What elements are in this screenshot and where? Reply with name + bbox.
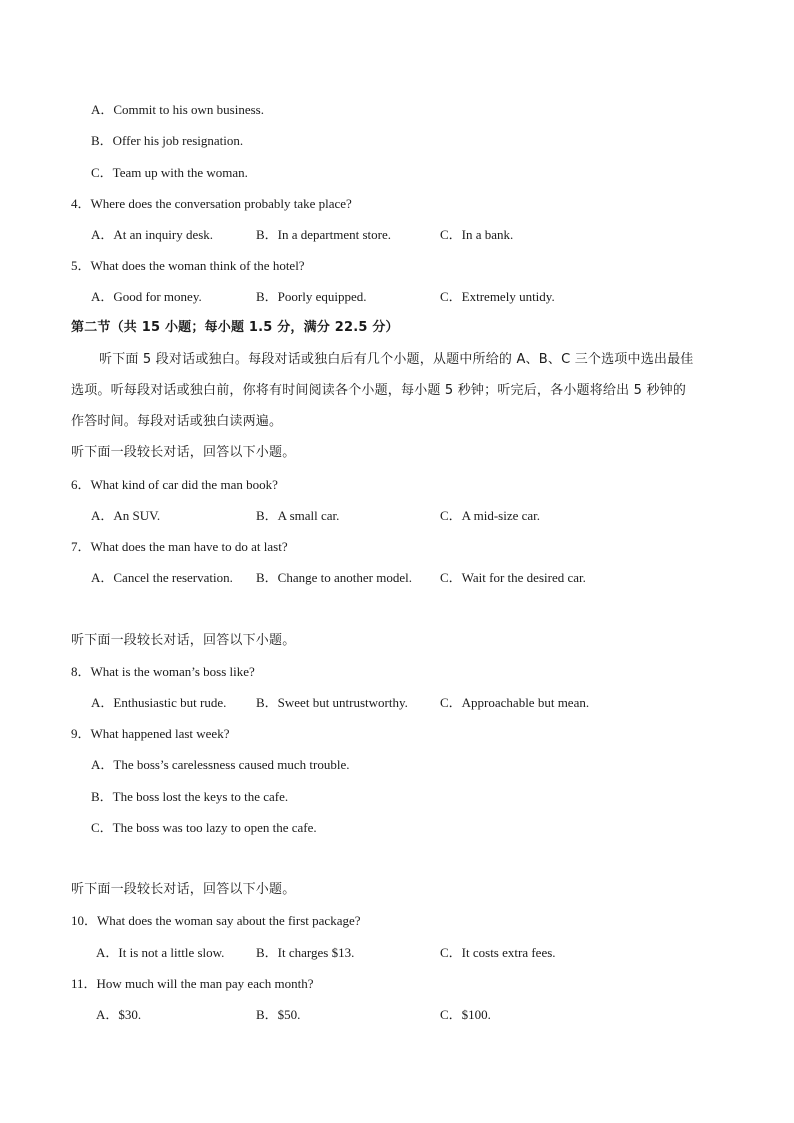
question-5: 5．What does the woman think of the hotel? [71,258,305,273]
q5-option-b: B．Poorly equipped. [256,289,367,304]
question-9: 9．What happened last week? [71,726,230,741]
question-10: 10．What does the woman say about the first package? [71,913,361,928]
q10-option-a: A．It is not a little slow. [96,945,225,960]
dialogue-intro-3: 听下面一段较长对话，回答以下小题。 [71,882,296,897]
option-c: C．Team up with the woman. [91,165,248,180]
question-6: 6．What kind of car did the man book? [71,477,278,492]
q6-option-c: C．A mid-size car. [440,508,541,523]
q11-option-b: B．$50. [256,1007,301,1022]
q7-option-b: B．Change to another model. [256,570,412,585]
q6-option-a: A．An SUV. [91,508,161,523]
q7-option-c: C．Wait for the desired car. [440,570,586,585]
q11-option-a: A．$30. [96,1007,142,1022]
question-4: 4．Where does the conversation probably take place? [71,196,352,211]
q8-option-b: B．Sweet but untrustworthy. [256,695,408,710]
option-b: B．Offer his job resignation. [91,133,244,148]
q9-option-c: C．The boss was too lazy to open the cafe. [91,820,317,835]
dialogue-intro-1: 听下面一段较长对话，回答以下小题。 [71,445,296,460]
q10-option-b: B．It charges $13. [256,945,355,960]
q4-option-b: B．In a department store. [256,227,392,242]
q7-option-a: A．Cancel the reservation. [91,570,233,585]
section-heading: 第二节（共 15 小题；每小题 1.5 分，满分 22.5 分） [71,320,399,335]
instructions-line-3: 作答时间。每段对话或独白读两遍。 [71,414,283,429]
q11-option-c: C．$100. [440,1007,491,1022]
dialogue-intro-2: 听下面一段较长对话，回答以下小题。 [71,633,296,648]
instructions-line-2: 选项。听每段对话或独白前，你将有时间阅读各个小题，每小题 5 秒钟；听完后，各小题将给出 5 秒钟的 [71,383,687,398]
option-a: A．Commit to his own business. [91,102,264,117]
q6-option-b: B．A small car. [256,508,340,523]
q5-option-c: C．Extremely untidy. [440,289,555,304]
q4-option-c: C．In a bank. [440,227,514,242]
instructions-line-1: 听下面 5 段对话或独白。每段对话或独白后有几个小题，从题中所给的 A、B、C 三个选项中选出最佳 [99,352,694,367]
question-8: 8．What is the woman’s boss like? [71,664,255,679]
q8-option-a: A．Enthusiastic but rude. [91,695,227,710]
q8-option-c: C．Approachable but mean. [440,695,590,710]
q5-option-a: A．Good for money. [91,289,202,304]
q9-option-b: B．The boss lost the keys to the cafe. [91,789,289,804]
q9-option-a: A．The boss’s carelessness caused much trouble. [91,757,350,772]
question-11: 11．How much will the man pay each month? [71,976,314,991]
q10-option-c: C．It costs extra fees. [440,945,556,960]
q4-option-a: A．At an inquiry desk. [91,227,214,242]
question-7: 7．What does the man have to do at last? [71,539,288,554]
